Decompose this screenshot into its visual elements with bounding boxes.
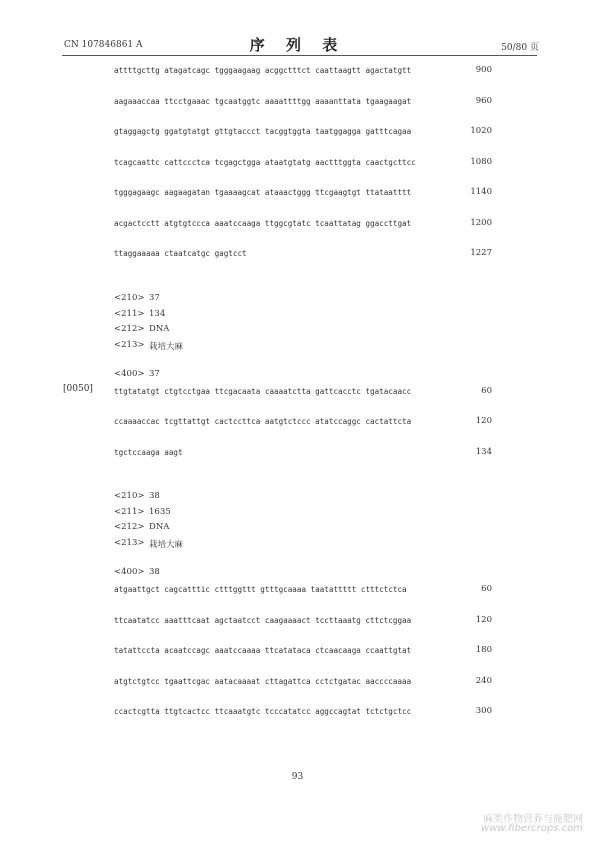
sequence-position: 1140 <box>470 187 492 197</box>
sequence-position: 60 <box>481 584 492 594</box>
watermark-title: 麻类作物营养与施肥网 <box>483 814 583 825</box>
seq-id-field <box>114 491 160 501</box>
field-tag: <210> <box>114 293 145 303</box>
field-tag: <211> <box>114 309 145 319</box>
field-value: 37 <box>149 293 160 303</box>
sequence-line: ttgtatatgt ctgtcctgaa ttcgacaata caaaatctta gattcacctc tgatacaacc <box>114 387 412 396</box>
field-tag: <213> <box>114 538 145 548</box>
field-value: 栽培大麻 <box>149 540 184 550</box>
sequence-line: tgggagaagc aagaagatan tgaaaagcat ataaactggg ttcgaagtgt ttataatttt <box>114 188 412 197</box>
page-number: 93 <box>291 772 304 782</box>
sequence-position: 60 <box>481 386 492 396</box>
type-field <box>114 522 170 532</box>
sequence-header <box>114 567 160 577</box>
sequence-position: 900 <box>475 65 492 75</box>
field-value: 1635 <box>149 507 171 517</box>
sequence-position: 300 <box>475 706 492 716</box>
sequence-position: 1080 <box>470 157 492 167</box>
sequence-line: ttaggaaaaa ctaatcatgc gagtcct <box>114 249 247 258</box>
sequence-line: ttcaatatcc aaatttcaat agctaatcct caagaaaact tccttaaatg cttctcggaa <box>114 616 412 625</box>
sequence-line: acgactcctt atgtgtccca aaatccaaga ttggcgtatc tcaattatag ggaccttgat <box>114 219 412 228</box>
sequence-position: 960 <box>475 96 492 106</box>
field-value: 38 <box>149 491 160 501</box>
field-value: 134 <box>149 309 166 319</box>
field-tag: <213> <box>114 340 145 350</box>
field-value: DNA <box>149 324 170 334</box>
sequence-line: aagaaaccaa ttcctgaaac tgcaatggtc aaaattttgg aaaanttata tgaagaagat <box>114 97 412 106</box>
sequence-position: 240 <box>475 676 492 686</box>
field-value: 栽培大麻 <box>149 342 184 352</box>
field-value: 38 <box>149 567 160 577</box>
field-tag: <210> <box>114 491 145 501</box>
sequence-position: 120 <box>475 615 492 625</box>
field-tag: <212> <box>114 324 145 334</box>
field-tag: <400> <box>114 369 145 379</box>
sequence-header <box>114 369 160 379</box>
field-tag: <212> <box>114 522 145 532</box>
sequence-line: tgctccaaga aagt <box>114 448 183 457</box>
sequence-position: 120 <box>475 416 492 426</box>
sequence-line: tatattccta acaatccagc aaatccaaaa ttcatataca ctcaacaaga ccaattgtat <box>114 646 412 655</box>
seq-id-field <box>114 293 160 303</box>
patent-number: CN 107846861 A <box>64 40 143 50</box>
paragraph-number: [0050] <box>63 384 93 394</box>
field-tag: <211> <box>114 507 145 517</box>
sequence-line: ccaaaaccac tcgttattgt cactccttca aatgtctccc atatccaggc cactattcta <box>114 417 412 426</box>
organism-field <box>114 538 184 550</box>
type-field <box>114 324 170 334</box>
sequence-position: 180 <box>475 645 492 655</box>
watermark-url: www.fibercrops.com <box>481 823 583 834</box>
header-rule <box>62 55 537 56</box>
length-field <box>114 309 166 319</box>
page-title: 序 列 表 <box>249 36 346 54</box>
sequence-line: ccactcgtta ttgtcactcc ttcaaatgtc tcccatatcc aggccagtat tctctgctcc <box>114 707 412 716</box>
field-tag: <400> <box>114 567 145 577</box>
field-value: 37 <box>149 369 160 379</box>
sequence-line: atgaattgct cagcatttic ctttggttt gtttgcaaaa taatattttt ctttctctca <box>114 585 407 594</box>
sequence-line: gtaggagctg ggatgtatgt gttgtaccct tacggtggta taatggagga gatttcagaa <box>114 127 412 136</box>
sequence-position: 1020 <box>470 126 492 136</box>
sequence-position: 134 <box>475 447 492 457</box>
page-of-count: 50/80 页 <box>501 43 539 53</box>
organism-field <box>114 340 184 352</box>
sequence-line: atgtctgtcc tgaattcgac aatacaaaat cttagattca cctctgatac aaccccaaaa <box>114 677 412 686</box>
sequence-position: 1200 <box>470 218 492 228</box>
sequence-position: 1227 <box>470 248 492 258</box>
sequence-line: tcagcaattc cattccctca tcgagctgga ataatgtatg aactttggta caactgcttcc <box>114 158 416 167</box>
field-value: DNA <box>149 522 170 532</box>
sequence-line: attttgcttg atagatcagc tgggaagaag acggctttct caattaagtt agactatgtt <box>114 66 412 75</box>
length-field <box>114 507 171 517</box>
